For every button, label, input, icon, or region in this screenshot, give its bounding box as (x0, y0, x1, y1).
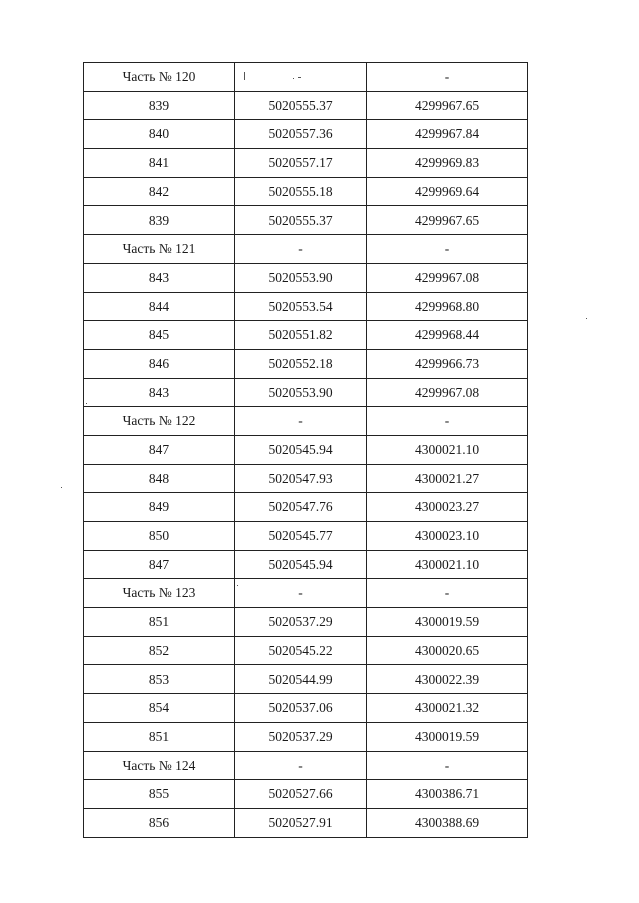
x-placeholder-cell: - (235, 235, 367, 264)
y-coordinate-cell: 4300386.71 (367, 780, 528, 809)
point-number-cell: 846 (84, 349, 235, 378)
y-placeholder-cell: - (367, 407, 528, 436)
point-number-cell: 842 (84, 177, 235, 206)
coordinate-row (84, 808, 528, 837)
y-coordinate-cell: 4300020.65 (367, 636, 528, 665)
part-header-row (84, 407, 528, 436)
point-number-cell: 853 (84, 665, 235, 694)
x-coordinate-cell: 5020545.22 (235, 636, 367, 665)
x-coordinate-cell: 5020557.36 (235, 120, 367, 149)
coordinate-row (84, 608, 528, 637)
coordinate-row (84, 636, 528, 665)
x-coordinate-cell: 5020551.82 (235, 321, 367, 350)
y-coordinate-cell: 4299968.44 (367, 321, 528, 350)
x-coordinate-cell: 5020537.29 (235, 608, 367, 637)
coordinate-row (84, 206, 528, 235)
scan-speck (237, 585, 238, 586)
x-coordinate-cell: 5020557.17 (235, 149, 367, 178)
x-coordinate-cell: 5020555.37 (235, 206, 367, 235)
x-coordinate-cell: 5020553.54 (235, 292, 367, 321)
x-coordinate-cell: 5020545.94 (235, 435, 367, 464)
coordinate-row (84, 464, 528, 493)
point-number-cell: 839 (84, 91, 235, 120)
y-coordinate-cell: 4299967.08 (367, 263, 528, 292)
y-coordinate-cell: 4300021.27 (367, 464, 528, 493)
coordinate-row (84, 120, 528, 149)
point-number-cell: 841 (84, 149, 235, 178)
part-label-cell: Часть № 124 (84, 751, 235, 780)
coordinates-table-body (84, 63, 528, 838)
point-number-cell: 840 (84, 120, 235, 149)
x-coordinate-cell: 5020527.91 (235, 808, 367, 837)
point-number-cell: 843 (84, 378, 235, 407)
coordinate-row (84, 321, 528, 350)
point-number-cell: 847 (84, 550, 235, 579)
coordinate-row (84, 722, 528, 751)
part-label-cell: Часть № 122 (84, 407, 235, 436)
point-number-cell: 848 (84, 464, 235, 493)
y-coordinate-cell: 4300021.10 (367, 550, 528, 579)
y-coordinate-cell: 4299967.65 (367, 91, 528, 120)
part-label-cell: Часть № 123 (84, 579, 235, 608)
y-coordinate-cell: 4299968.80 (367, 292, 528, 321)
y-coordinate-cell: 4299967.84 (367, 120, 528, 149)
part-label-cell: Часть № 121 (84, 235, 235, 264)
point-number-cell: 843 (84, 263, 235, 292)
scan-speck (586, 318, 587, 319)
x-coordinate-cell: 5020547.76 (235, 493, 367, 522)
point-number-cell: 851 (84, 608, 235, 637)
y-coordinate-cell: 4299969.64 (367, 177, 528, 206)
point-number-cell: 845 (84, 321, 235, 350)
coordinate-row (84, 493, 528, 522)
scan-speck (244, 72, 245, 80)
coordinate-row (84, 292, 528, 321)
y-coordinate-cell: 4300019.59 (367, 608, 528, 637)
x-coordinate-cell: 5020552.18 (235, 349, 367, 378)
y-placeholder-cell: - (367, 63, 528, 92)
scan-speck (298, 77, 301, 78)
coordinate-row (84, 149, 528, 178)
x-coordinate-cell: 5020544.99 (235, 665, 367, 694)
y-coordinate-cell: 4300022.39 (367, 665, 528, 694)
point-number-cell: 855 (84, 780, 235, 809)
point-number-cell: 844 (84, 292, 235, 321)
point-number-cell: 847 (84, 435, 235, 464)
coordinates-table (83, 62, 528, 838)
y-coordinate-cell: 4299967.65 (367, 206, 528, 235)
x-coordinate-cell: 5020527.66 (235, 780, 367, 809)
y-coordinate-cell: 4300023.10 (367, 522, 528, 551)
x-coordinate-cell: 5020537.29 (235, 722, 367, 751)
point-number-cell: 851 (84, 722, 235, 751)
scan-speck (293, 78, 294, 79)
coordinate-row (84, 780, 528, 809)
coordinate-row (84, 91, 528, 120)
part-header-row (84, 751, 528, 780)
y-coordinate-cell: 4299969.83 (367, 149, 528, 178)
part-header-row (84, 235, 528, 264)
part-header-row (84, 579, 528, 608)
coordinate-row (84, 263, 528, 292)
x-coordinate-cell: 5020545.94 (235, 550, 367, 579)
y-placeholder-cell: - (367, 235, 528, 264)
x-coordinate-cell: 5020555.37 (235, 91, 367, 120)
x-placeholder-cell: - (235, 579, 367, 608)
y-coordinate-cell: 4300019.59 (367, 722, 528, 751)
y-coordinate-cell: 4300021.32 (367, 694, 528, 723)
x-coordinate-cell: 5020545.77 (235, 522, 367, 551)
coordinate-row (84, 522, 528, 551)
x-coordinate-cell: 5020547.93 (235, 464, 367, 493)
point-number-cell: 839 (84, 206, 235, 235)
point-number-cell: 849 (84, 493, 235, 522)
scan-speck (61, 487, 62, 488)
x-coordinate-cell: 5020555.18 (235, 177, 367, 206)
y-coordinate-cell: 4299967.08 (367, 378, 528, 407)
y-coordinate-cell: 4300021.10 (367, 435, 528, 464)
y-coordinate-cell: 4300388.69 (367, 808, 528, 837)
point-number-cell: 854 (84, 694, 235, 723)
x-placeholder-cell: - (235, 407, 367, 436)
point-number-cell: 850 (84, 522, 235, 551)
coordinate-row (84, 665, 528, 694)
x-coordinate-cell: 5020553.90 (235, 263, 367, 292)
part-header-row (84, 63, 528, 92)
coordinate-row (84, 550, 528, 579)
coordinate-row (84, 349, 528, 378)
y-placeholder-cell: - (367, 751, 528, 780)
y-coordinate-cell: 4299966.73 (367, 349, 528, 378)
y-placeholder-cell: - (367, 579, 528, 608)
part-label-cell: Часть № 120 (84, 63, 235, 92)
x-coordinate-cell: 5020537.06 (235, 694, 367, 723)
scan-speck (86, 403, 87, 404)
point-number-cell: 852 (84, 636, 235, 665)
point-number-cell: 856 (84, 808, 235, 837)
coordinate-row (84, 694, 528, 723)
y-coordinate-cell: 4300023.27 (367, 493, 528, 522)
x-placeholder-cell: - (235, 751, 367, 780)
x-coordinate-cell: 5020553.90 (235, 378, 367, 407)
coordinate-row (84, 435, 528, 464)
coordinate-row (84, 177, 528, 206)
coordinate-row (84, 378, 528, 407)
